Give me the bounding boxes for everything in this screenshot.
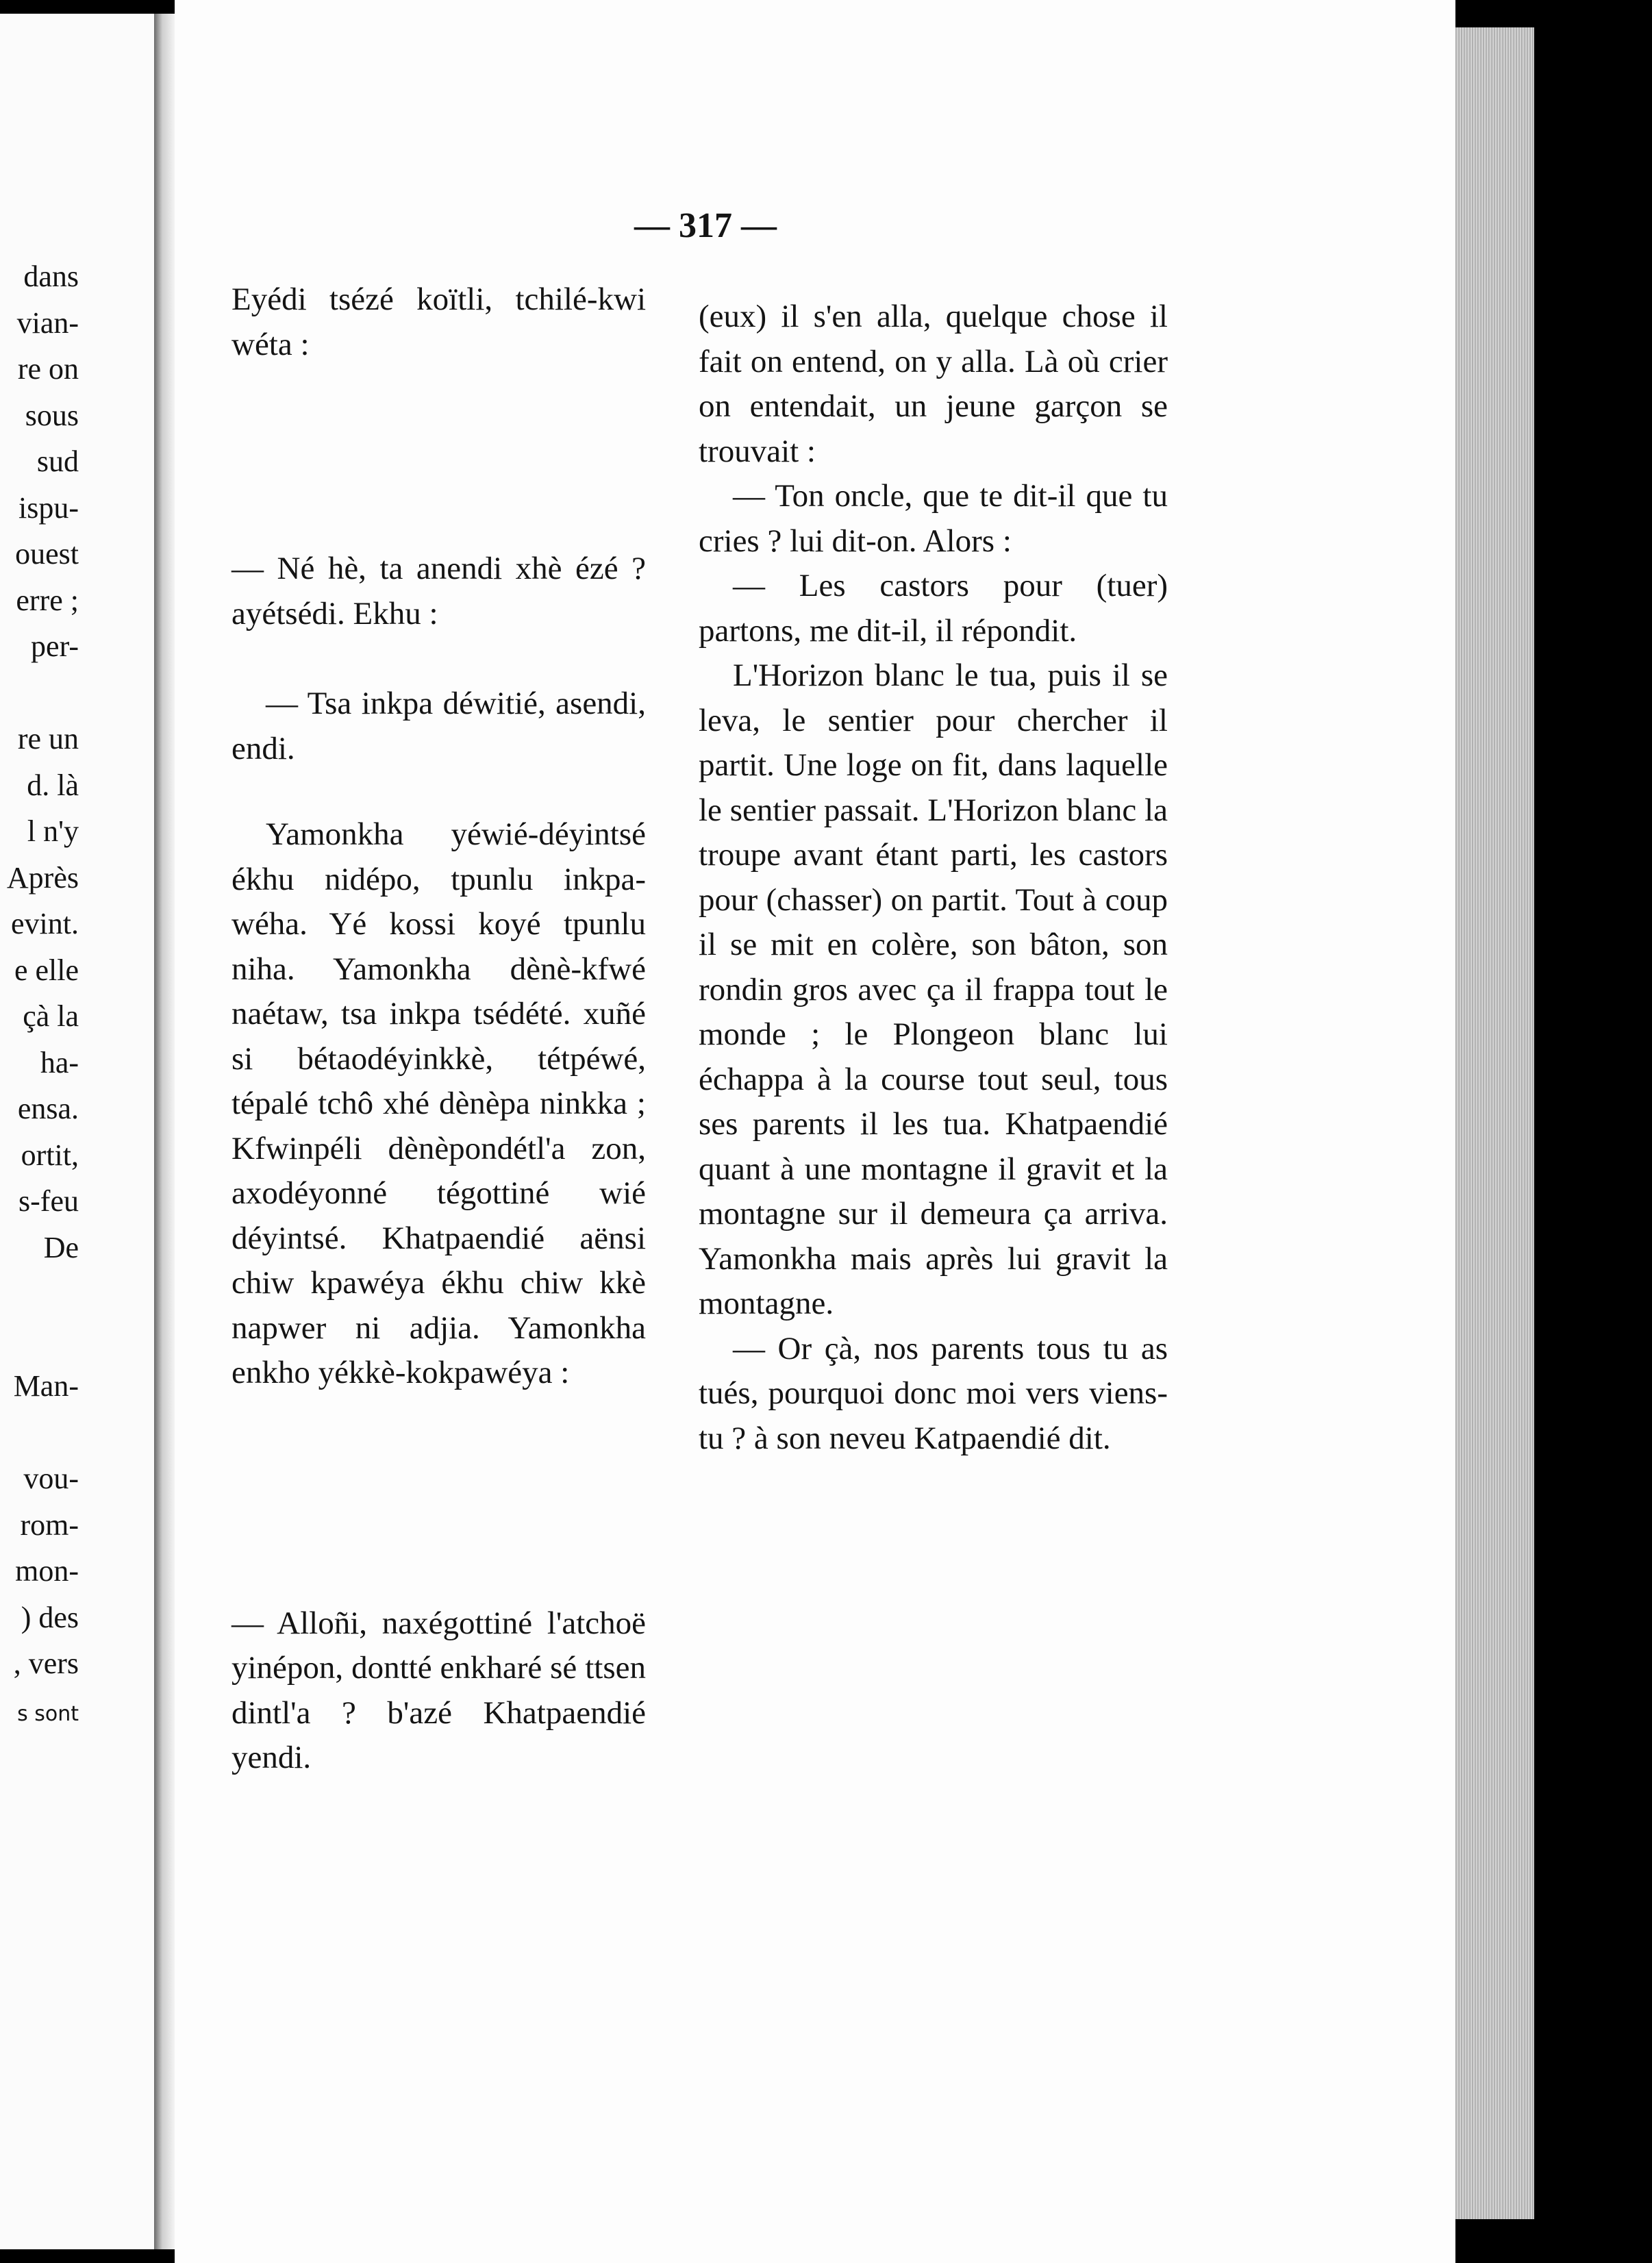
fragment-line: Man- [13,1369,79,1403]
fragment-line: e elle [14,953,79,987]
fragment-line: ensa. [17,1092,79,1125]
fragment-line: per- [31,629,79,663]
fragment-line: ortit, [21,1138,79,1172]
page-number: — 317 — [634,206,777,245]
fragment-line: mon- [15,1554,79,1588]
book-gutter [154,14,175,2249]
paragraph: — Or çà, nos parents tous tu as tués, pourquoi donc moi vers viens-tu ? à son neveu Katpaendié dit. [699,1330,1168,1456]
fragment-line: ispu- [18,490,79,525]
fragment-line: çà la [23,999,79,1033]
paragraph: L'Horizon blanc le tua, puis il se leva, le sentier pour chercher il partit. Une loge on fit, dans laquelle le sentier passait. L'Horizon blanc la troupe avant étant parti, les castors pour (chasser) on partit. Tout à coup il se mit en colère, son bâton, son rondin gros avec ça il frappa tout le monde ; le Plongeon blanc lui échappa à la course tout seul, tous ses parents il les tua. Khatpaendié quant à une montagne il gravit et la montagne sur il demeura ça arriva. Yamonkha mais après lui gravit la montagne. [699,658,1168,1321]
paragraph: (eux) il s'en alla, quelque chose il fait on entend, on y alla. Là où crier on entendait, un jeune garçon se trouvait : [699,299,1168,469]
fragment-line [0,1271,79,1317]
fragment-line: dans [23,260,79,293]
fragment-line: vou- [23,1462,79,1495]
paragraph: — Né hè, ta anendi xhè ézé ? ayétsédi. Ekhu : [231,551,646,632]
fragment-line: , vers [13,1647,79,1680]
fragment-line: sous [25,398,79,432]
fragment-line: vian- [16,305,79,340]
fragment-line: s sont [17,1701,79,1726]
fragment-line [0,1317,79,1364]
facing-page-text [0,253,79,1737]
fragment-line [0,670,79,716]
fragment-line: re on [17,352,79,386]
fragment-line [0,1410,79,1456]
fragment-line: ha- [40,1045,79,1079]
fragment-line: rom- [20,1508,79,1542]
dene-text-column [231,277,646,1781]
fragment-line: sud [36,445,79,478]
fragment-line: d. là [27,768,79,802]
fragment-line: De [43,1230,79,1264]
fragment-line: ) des [21,1600,79,1634]
paragraph: — Alloñi, naxégottiné l'atchoë yinépon, dontté enkharé sé ttsen dintl'a ? b'azé Khatpaendié yendi. [231,1605,646,1775]
fragment-line: l n'y [27,814,79,848]
fragment-line: erre ; [16,583,79,617]
paragraph: — Les castors pour (tuer) partons, me dit-il, il répondit. [699,568,1168,649]
french-translation-column [699,295,1168,1461]
fragment-line: s-feu [18,1184,79,1218]
fragment-line: Après [6,860,79,895]
paragraph: Yamonkha yéwié-déyintsé ékhu nidépo, tpunlu inkpa-wéha. Yé kossi koyé tpunlu niha. Yamonkha dènè-kfwé naétaw, tsa inkpa tsédété. xuñé si bétaodéyinkkè, tétpéwé, tépalé tchô xhé dènèpa ninkka ; Kfwinpéli dènèpondétl'a zon, axodéyonné tégottiné wié déyintsé. Khatpaendié aënsi chiw kpawéya ékhu chiw kkè napwer ni adjia. Yamonkha enkho yékkè-kokpawéya : [231,816,646,1390]
fragment-line: evint. [11,907,79,940]
paragraph: Eyédi tsézé koïtli, tchilé-kwi wéta : [231,282,646,362]
paragraph: — Ton oncle, que te dit-il que tu cries ? lui dit-on. Alors : [699,478,1168,559]
page-edges [1455,27,1534,2219]
fragment-line: ouest [15,537,79,571]
paragraph: — Tsa inkpa déwitié, asendi, endi. [231,686,646,766]
fragment-line: re un [17,722,79,755]
